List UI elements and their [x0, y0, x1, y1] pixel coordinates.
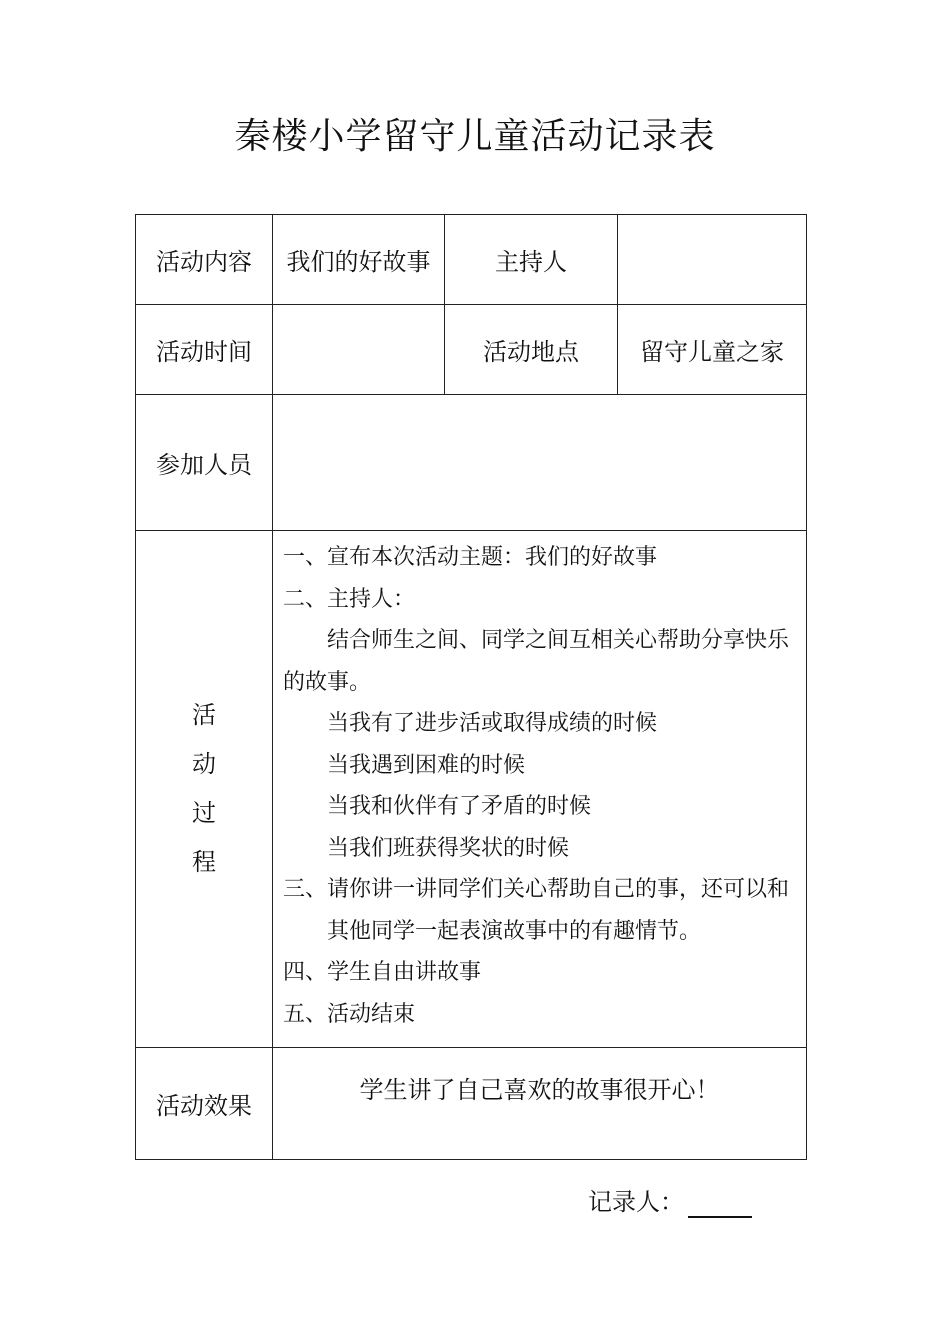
participants-label: 参加人员 — [136, 395, 273, 531]
recorder-blank-line[interactable] — [688, 1192, 752, 1218]
host-value — [618, 215, 807, 305]
recorder-field — [588, 1186, 752, 1218]
place-label: 活动地点 — [445, 305, 618, 395]
time-value — [273, 305, 445, 395]
page-title: 秦楼小学留守儿童活动记录表 — [234, 116, 716, 157]
participants-value — [273, 395, 807, 531]
place-value: 留守儿童之家 — [618, 305, 807, 395]
process-line: 四、学生自由讲故事 — [283, 960, 482, 985]
process-line: 二、主持人： — [283, 586, 416, 612]
host-label: 主持人 — [445, 215, 618, 305]
table-row — [136, 531, 807, 1048]
content-label: 活动内容 — [136, 215, 273, 305]
table-row — [136, 395, 807, 531]
process-label-char: 过 — [192, 799, 216, 827]
time-label: 活动时间 — [136, 305, 273, 395]
process-line: 三、请你讲一讲同学们关心帮助自己的事，还可以和 — [283, 877, 790, 902]
table-row — [136, 1048, 807, 1160]
effect-label: 活动效果 — [136, 1048, 273, 1160]
process-label-char: 活 — [192, 701, 216, 729]
process-line: 结合师生之间、同学之间互相关心帮助分享快乐 — [327, 628, 790, 653]
recorder-label: 记录人： — [588, 1188, 684, 1216]
process-line: 的故事。 — [283, 669, 372, 695]
table-row — [136, 305, 807, 395]
process-line: 当我有了进步活或取得成绩的时候 — [327, 711, 658, 736]
process-line: 当我和伙伴有了矛盾的时候 — [327, 794, 592, 819]
process-label-char: 动 — [192, 750, 216, 778]
process-line: 一、宣布本次活动主题：我们的好故事 — [283, 545, 658, 570]
table-row — [136, 215, 807, 305]
content-value: 我们的好故事 — [273, 215, 445, 305]
process-line: 当我们班获得奖状的时候 — [327, 835, 570, 861]
process-label-char: 程 — [192, 848, 216, 876]
process-line: 五、活动结束 — [283, 1001, 416, 1027]
process-content — [273, 531, 807, 1048]
process-line: 当我遇到困难的时候 — [327, 752, 526, 778]
process-label — [136, 531, 273, 1048]
process-line: 其他同学一起表演故事中的有趣情节。 — [327, 918, 702, 944]
activity-record-table — [135, 214, 807, 1160]
effect-value: 学生讲了自己喜欢的故事很开心！ — [273, 1048, 807, 1160]
